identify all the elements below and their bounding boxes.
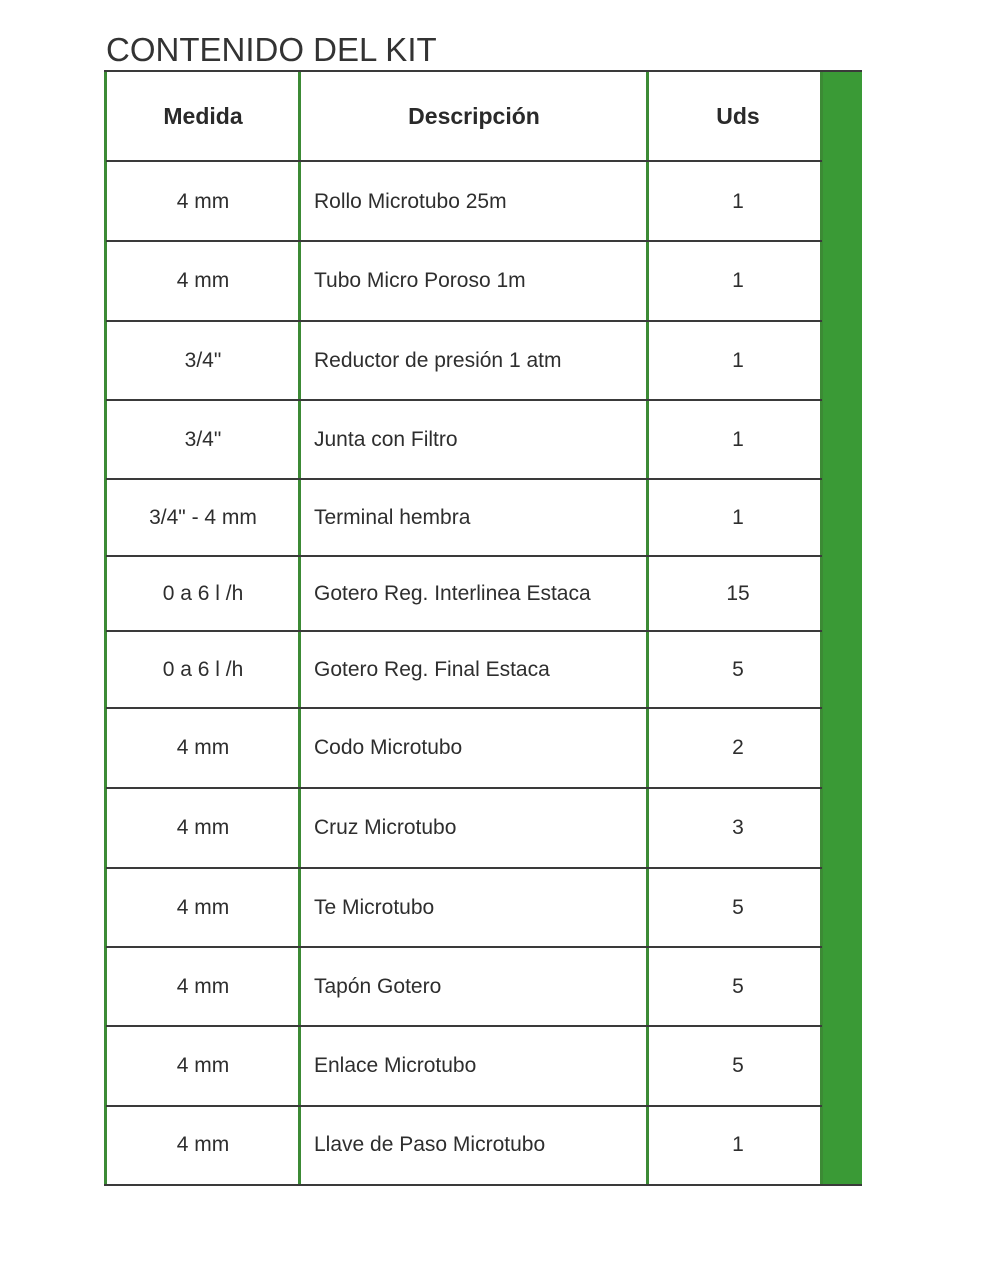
cell-medida: 3/4" [184, 348, 222, 372]
table-row [106, 868, 822, 947]
table-row [106, 400, 822, 479]
cell-medida: 4 mm [176, 1133, 230, 1156]
cell-descripcion: Junta con Filtro [314, 427, 458, 451]
cell-descripcion: Codo Microtubo [314, 736, 463, 759]
cell-descripcion: Reductor de presión 1 atm [314, 348, 562, 372]
cell-descripcion: Gotero Reg. Interlinea Estaca [314, 581, 591, 605]
header-medida: Medida [163, 102, 243, 129]
cell-descripcion: Llave de Paso Microtubo [314, 1133, 546, 1156]
table-row [106, 321, 822, 400]
cell-descripcion: Terminal hembra [314, 505, 471, 529]
table-row [106, 479, 822, 556]
cell-uds: 3 [732, 816, 744, 839]
page-title: CONTENIDO DEL KIT [106, 31, 437, 68]
table-row [106, 241, 822, 321]
cell-medida: 3/4" - 4 mm [149, 505, 257, 529]
cell-uds: 5 [732, 1054, 744, 1077]
table-row [106, 947, 822, 1026]
table-row [106, 1106, 822, 1184]
table-row [106, 708, 822, 788]
cell-descripcion: Gotero Reg. Final Estaca [314, 657, 550, 681]
cell-descripcion: Cruz Microtubo [314, 816, 457, 839]
cell-uds: 15 [726, 581, 750, 605]
cell-descripcion: Te Microtubo [314, 895, 435, 919]
table-row [106, 162, 822, 241]
cell-medida: 4 mm [176, 974, 230, 998]
cell-medida: 4 mm [176, 816, 230, 839]
cell-medida: 3/4" [184, 427, 222, 451]
cell-medida: 4 mm [176, 895, 230, 919]
cell-medida: 0 a 6 l /h [162, 657, 244, 681]
cell-uds: 5 [732, 657, 744, 681]
header-uds: Uds [716, 102, 760, 129]
cell-medida: 4 mm [176, 269, 230, 292]
cell-uds: 1 [732, 505, 744, 529]
header-descripcion: Descripción [408, 102, 540, 129]
cell-medida: 4 mm [176, 1054, 230, 1077]
cell-uds: 5 [732, 895, 744, 919]
cell-uds: 1 [732, 189, 744, 213]
cell-uds: 5 [732, 974, 744, 998]
green-side-bar [822, 72, 862, 1184]
cell-uds: 1 [732, 269, 744, 292]
table-header-row [106, 72, 822, 160]
cell-uds: 1 [732, 348, 744, 372]
table-row [106, 788, 822, 868]
cell-descripcion: Tapón Gotero [314, 974, 442, 998]
cell-medida: 4 mm [176, 736, 230, 759]
cell-uds: 1 [732, 427, 744, 451]
cell-uds: 1 [732, 1133, 744, 1156]
cell-medida: 0 a 6 l /h [162, 581, 244, 605]
table-row [106, 556, 822, 631]
table-row [106, 631, 822, 708]
cell-descripcion: Enlace Microtubo [314, 1054, 477, 1077]
cell-descripcion: Tubo Micro Poroso 1m [314, 269, 526, 292]
cell-medida: 4 mm [176, 189, 230, 213]
table-row [106, 1026, 822, 1106]
cell-descripcion: Rollo Microtubo 25m [314, 189, 507, 213]
cell-uds: 2 [732, 736, 744, 759]
